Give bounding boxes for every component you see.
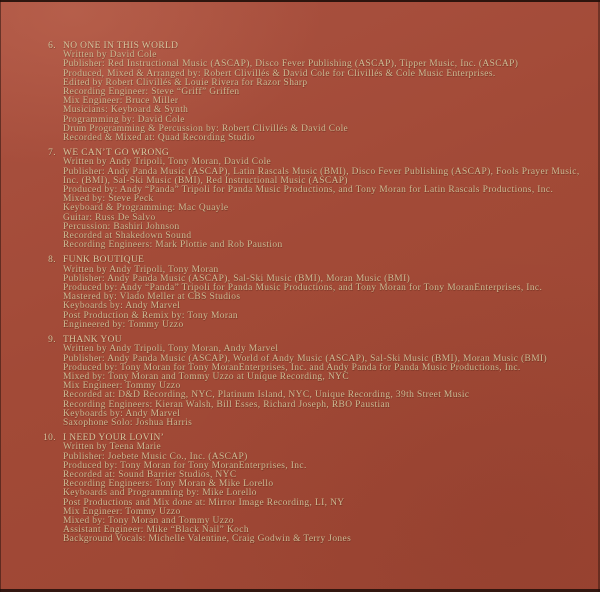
scan-edge-left [0, 0, 1, 592]
credit-line: Drum Programming & Percussion by: Robert Clivillés & David Cole [63, 123, 349, 134]
track-title: I NEED YOUR LOVIN’ [63, 433, 165, 444]
credit-line: Recorded at Shakedown Sound [63, 231, 192, 242]
credits-list [40, 42, 584, 551]
credit-line: Written by David Cole [63, 50, 157, 61]
track-section [40, 149, 584, 250]
credit-line: Saxophone Solo: Joshua Harris [63, 417, 193, 428]
credit-line: Written by Andy Tripoli, Tony Moran, Andy Marvel [63, 344, 279, 355]
credit-line: Mastered by: Vlado Meller at CBS Studios [63, 292, 241, 303]
track-number: 10. [43, 433, 56, 444]
credit-line: Background Vocals: Michelle Valentine, Craig Godwin & Terry Jones [63, 534, 352, 545]
credit-line: Publisher: Andy Panda Music (ASCAP), World of Andy Music (ASCAP), Sal-Ski Music (BMI), Moran Music (BMI) [63, 353, 548, 364]
credit-line: Keyboard & Programming: Mac Quayle [63, 203, 229, 214]
track-number: 6. [48, 41, 56, 51]
track-number: 7. [48, 148, 56, 159]
credit-line: Produced by: Andy “Panda” Tripoli for Panda Music Productions, and Tony Moran for Tony MoranEnterprises, Inc. [63, 283, 543, 294]
track-title: THANK YOU [63, 335, 122, 346]
credit-line: Mixed by: Steve Peck [63, 194, 154, 205]
track-title: NO ONE IN THIS WORLD [63, 41, 179, 51]
credit-line: Publisher: Andy Panda Music (ASCAP), Latin Rascals Music (BMI), Disco Fever Publishing (ASCAP), Fools Prayer Music, Inc. (BMI), Sal-Ski Music (BMI), Red Instructional Music (ASCAP) [63, 166, 580, 186]
credit-lines [63, 158, 584, 250]
track-section [40, 434, 584, 544]
credit-line: Produced, Mixed & Arranged by: Robert Clivillés & David Cole for Clivillés & Cole Music Enterprises. [63, 68, 496, 79]
credit-line: Keyboards and Programming by: Mike Lorello [63, 488, 257, 499]
scan-edge-top [0, 0, 600, 2]
credit-line: Guitar: Russ De Salvo [63, 212, 156, 223]
credit-line: Mix Engineer: Tommy Uzzo [63, 506, 181, 517]
credit-line: Mixed by: Tony Moran and Tommy Uzzo [63, 515, 234, 526]
credit-line: Publisher: Andy Panda Music (ASCAP), Sal-Ski Music (BMI), Moran Music (BMI) [63, 273, 411, 284]
credit-line: Percussion: Bashiri Johnson [63, 221, 180, 232]
credit-line: Produced by: Andy “Panda” Tripoli for Panda Music Productions, and Tony Moran for Latin Rascals Productions, Inc. [63, 185, 554, 196]
track-section [40, 336, 584, 428]
track-title: WE CAN’T GO WRONG [63, 148, 170, 159]
credit-lines [63, 345, 584, 428]
credit-line: Publisher: Red Instructional Music (ASCAP), Disco Fever Publishing (ASCAP), Tipper Music, Inc. (ASCAP) [63, 59, 519, 70]
credit-line: Recording Engineers: Tony Moran & Mike Lorello [63, 479, 274, 490]
track-section [40, 42, 584, 143]
credit-line: Recorded at: D&D Recording, NYC, Platinum Island, NYC, Unique Recording, 39th Street Music [63, 390, 470, 401]
credit-line: Post Productions and Mix done at: Mirror Image Recording, LI, NY [63, 497, 345, 508]
credit-line: Keyboards by: Andy Marvel [63, 408, 181, 419]
credit-line: Edited by Robert Clivillés & Louie Rivera for Razor Sharp [63, 77, 308, 88]
credit-line: Musicians: Keyboard & Synth [63, 105, 189, 116]
credit-line: Mix Engineer: Bruce Miller [63, 96, 179, 107]
credit-line: Recording Engineer: Steve “Griff” Griffen [63, 87, 240, 98]
credit-line: Mixed by: Tony Moran and Tommy Uzzo at Unique Recording, NYC [63, 371, 350, 382]
credit-line: Recording Engineers: Kieran Walsh, Bill Esses, Richard Joseph, RBO Paustian [63, 399, 391, 410]
credit-line: Written by Teena Marie [63, 442, 162, 453]
track-number: 8. [48, 255, 56, 266]
credit-line: Engineered by: Tommy Uzzo [63, 319, 184, 330]
credit-line: Programming by: David Cole [63, 114, 185, 125]
credit-line: Produced by: Tony Moran for Tony MoranEnterprises, Inc. [63, 460, 307, 471]
credit-line: Written by Andy Tripoli, Tony Moran [63, 264, 219, 275]
track-title: FUNK BOUTIQUE [63, 255, 145, 266]
track-number: 9. [48, 335, 56, 346]
credit-line: Mix Engineer: Tommy Uzzo [63, 381, 181, 392]
credit-line: Post Production & Remix by: Tony Moran [63, 310, 239, 321]
credit-line: Assistant Engineer: Mike “Black Nail” Koch [63, 525, 249, 536]
credit-line: Recording Engineers: Mark Plottie and Rob Paustion [63, 240, 283, 251]
credit-line: Produced by: Tony Moran for Tony MoranEnterprises, Inc. and Andy Panda for Panda Music Productions, Inc. [63, 362, 521, 373]
credit-lines [63, 266, 584, 330]
credit-lines [63, 443, 584, 544]
track-section [40, 256, 584, 330]
credit-line: Recorded & Mixed at: Quad Recording Studio [63, 133, 255, 144]
credit-line: Written by Andy Tripoli, Tony Moran, David Cole [63, 157, 272, 168]
credit-line: Publisher: Joebete Music Co., Inc. (ASCAP) [63, 451, 248, 462]
credit-lines [63, 51, 584, 143]
credit-line: Recorded at: Sound Barrier Studios, NYC [63, 469, 237, 480]
credit-line: Keyboards by: Andy Marvel [63, 301, 181, 312]
